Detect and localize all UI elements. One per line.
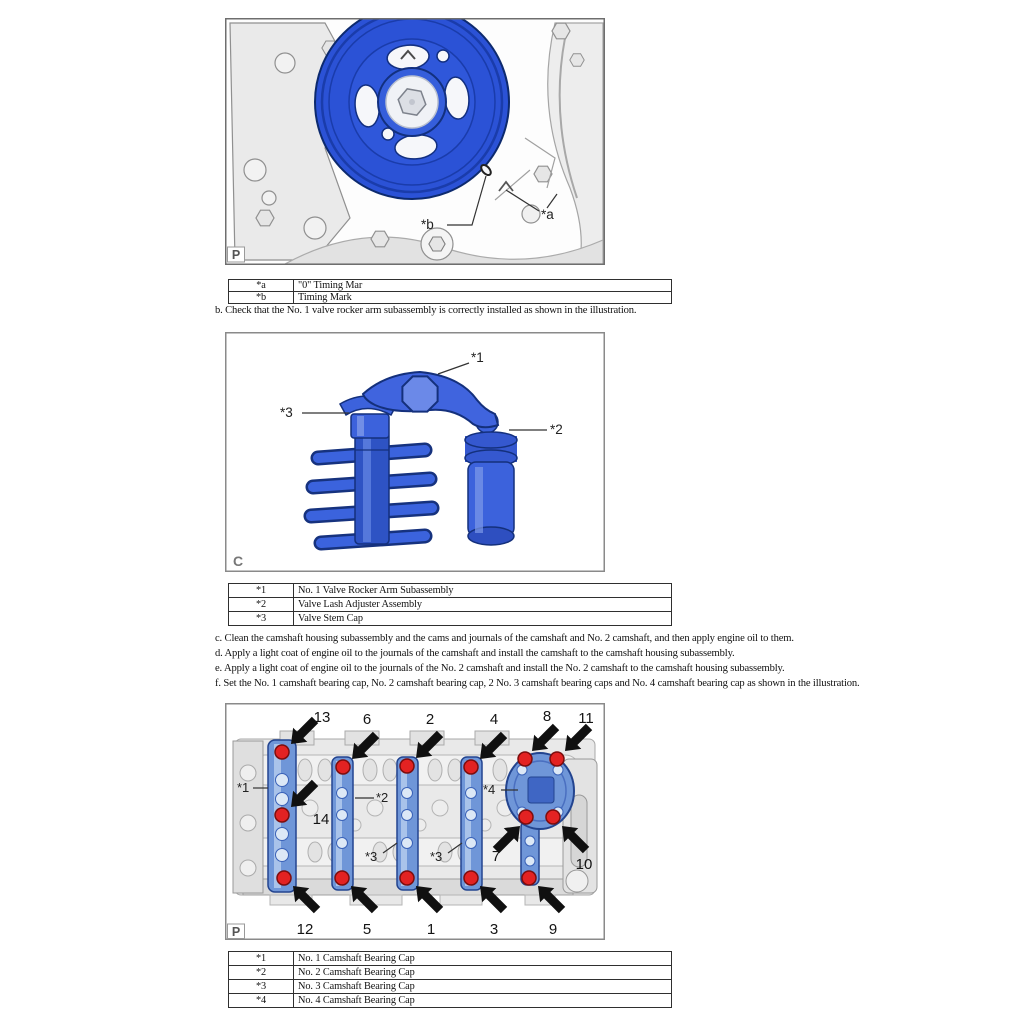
bolt-marker [277,871,291,885]
svg-text:4: 4 [489,711,499,728]
callout-key: *2 [229,966,294,980]
step-f-text: f. Set the No. 1 camshaft bearing cap, No. 2 camshaft bearing cap, 2 No. 3 camshaft bearing caps and No. 4 camshaft bearing cap as shown in the illustration. [215,678,860,689]
bolt-marker [275,745,289,759]
callout-key: *1 [229,584,294,598]
bolt-marker [275,808,289,822]
callout-3-label: *3 [280,405,293,420]
svg-text:1: 1 [426,921,436,938]
svg-text:10: 10 [575,856,593,873]
bolt-marker [546,810,560,824]
timing-mark-table [228,279,672,304]
callout-desc: No. 1 Camshaft Bearing Cap [294,952,672,966]
bolt-marker [519,810,533,824]
figure-badge [228,924,245,939]
table-row [229,598,672,612]
valve-stem [355,432,389,544]
rocker-arm-table [228,583,672,626]
callout-desc: No. 4 Camshaft Bearing Cap [294,994,672,1008]
callout-a-label: *a [541,207,554,222]
step-b-text: b. Check that the No. 1 valve rocker arm subassembly is correctly installed as shown in the illustration. [215,305,637,316]
svg-text:14: 14 [312,811,330,828]
callout-2-label: *2 [550,422,563,437]
figure-crankshaft-pulley [225,18,605,265]
callout-desc: Valve Lash Adjuster Assembly [294,598,672,612]
figure-camshaft-bearing-caps [225,703,605,940]
table-row [229,994,672,1008]
svg-text:7: 7 [491,848,501,865]
figure-valve-rocker-arm [225,332,605,572]
svg-text:8: 8 [542,708,552,725]
callout-key: *3 [229,612,294,626]
svg-text:P: P [231,925,241,939]
bolt-marker [336,760,350,774]
callout-3a-label: *3 [365,849,378,864]
svg-text:12: 12 [296,921,314,938]
callout-3b-label: *3 [430,849,443,864]
table-row [229,966,672,980]
bolt-marker [335,871,349,885]
callout-desc: Timing Mark [294,292,672,304]
callout-key: *1 [229,952,294,966]
svg-text:9: 9 [548,921,558,938]
table-row [229,292,672,304]
step-d-text: d. Apply a light coat of engine oil to the journals of the camshaft and install the camshaft to the camshaft housing subassembly. [215,648,735,659]
callout-4-label: *4 [483,782,496,797]
svg-text:11: 11 [578,710,594,727]
bolt-marker [522,871,536,885]
svg-text:2: 2 [425,711,435,728]
callout-key: *2 [229,598,294,612]
table-row [229,952,672,966]
step-c-text: c. Clean the camshaft housing subassembly and the cams and journals of the camshaft and No. 2 camshaft, and then apply engine oil to them. [215,633,794,644]
bolt-marker [464,760,478,774]
svg-text:P: P [231,248,241,262]
rocker-roller-octagon [402,376,437,411]
callout-desc: "0" Timing Mar [294,280,672,292]
bolt-marker [400,871,414,885]
callout-1-label: *1 [471,350,484,365]
figure-badge [228,247,245,262]
table-row [229,980,672,994]
callout-2-label: *2 [376,790,389,805]
callout-b-label: *b [421,217,434,232]
table-row [229,280,672,292]
callout-key: *a [229,280,294,292]
callout-desc: No. 3 Camshaft Bearing Cap [294,980,672,994]
callout-desc: No. 2 Camshaft Bearing Cap [294,966,672,980]
svg-text:6: 6 [362,711,372,728]
crankshaft-pulley [315,18,509,199]
bolt-marker [464,871,478,885]
callout-1-label: *1 [237,780,250,795]
svg-text:5: 5 [362,921,372,938]
bolt-marker [400,759,414,773]
table-row [229,612,672,626]
callout-desc: Valve Stem Cap [294,612,672,626]
bearing-cap-no3-rear [461,757,482,890]
step-e-text: e. Apply a light coat of engine oil to the journals of the No. 2 camshaft and install the No. 2 camshaft to the camshaft housing subassembly. [215,663,785,674]
bearing-cap-table [228,951,672,1008]
bearing-cap-no2 [332,757,353,890]
bearing-cap-no3-front [397,757,418,890]
svg-text:13: 13 [313,709,331,726]
callout-key: *3 [229,980,294,994]
callout-key: *b [229,292,294,304]
bolt-marker [518,752,532,766]
bolt-marker [550,752,564,766]
table-row [229,584,672,598]
svg-text:3: 3 [489,921,499,938]
figure-badge: C [233,553,244,569]
callout-key: *4 [229,994,294,1008]
callout-desc: No. 1 Valve Rocker Arm Subassembly [294,584,672,598]
